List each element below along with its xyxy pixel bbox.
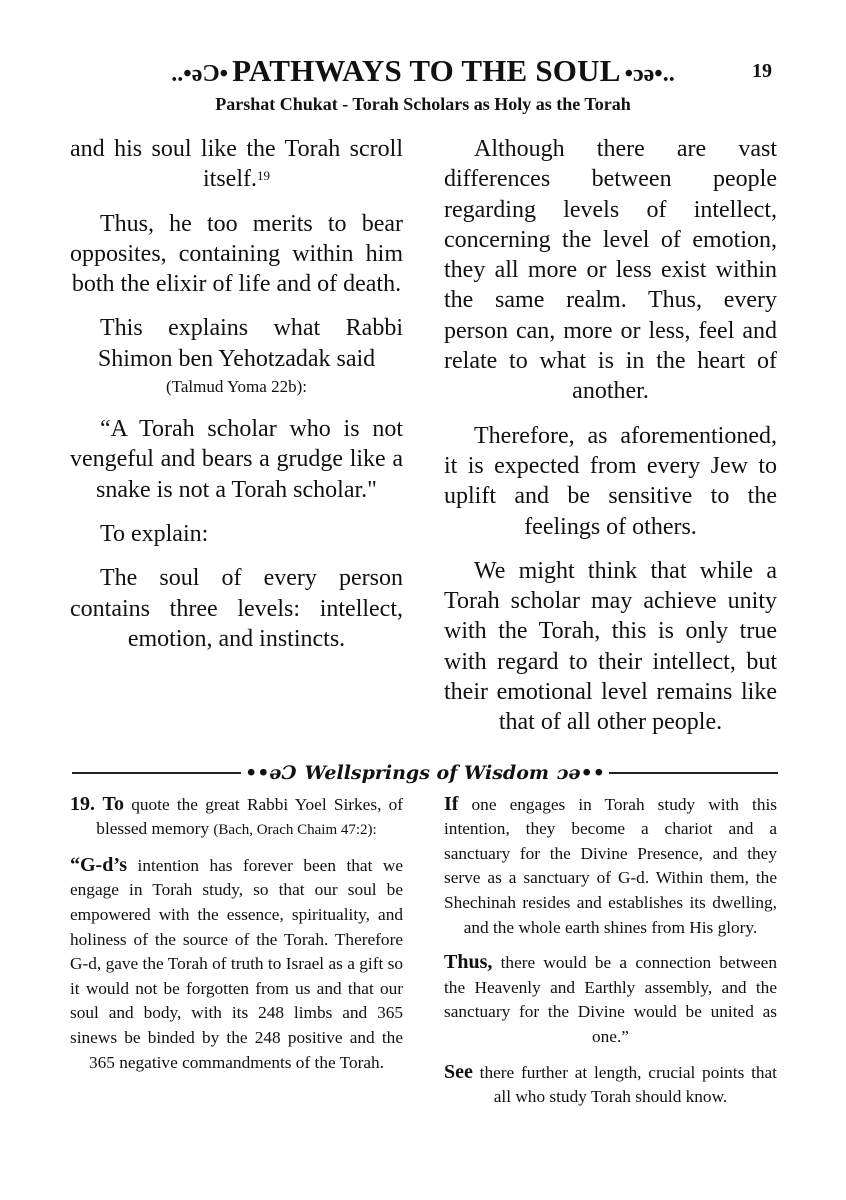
footnote [444, 792, 777, 941]
footnotes-right [444, 792, 777, 1120]
page-number: 19 [752, 60, 772, 82]
quote-paragraph: “A Torah scholar who is not vengeful and bears a grudge like a snake is not a Torah scholar." [70, 416, 403, 503]
footnote-text: quote the great Rabbi Yoel Sirkes, of blessed memory [96, 794, 403, 839]
paragraph: The soul of every person contains three levels: intellect, emotion, and instincts. [70, 565, 403, 652]
footnote-lead: 19. To [70, 792, 125, 815]
section-divider [72, 760, 778, 786]
footnote-text: one engages in Torah study with this intention, they become a chariot and a sanctuary for the Divine Presence, and they serve as a sanctuary of G-d. Within them, the Shechinah resides and establishes its dwelling, and the whole earth shines from His glory. [444, 794, 777, 937]
footnote-lead: Thus, [444, 951, 493, 974]
citation: (Talmud Yoma 22b): [166, 377, 307, 397]
main-columns [70, 134, 777, 752]
footnote-lead: See [444, 1060, 473, 1083]
footnote [444, 1060, 777, 1110]
running-header [0, 52, 846, 90]
footnote-lead: “G-d’s [70, 853, 128, 876]
right-column [444, 134, 777, 752]
paragraph: Therefore, as aforementioned, it is expected from every Jew to uplift and be sensitive to the feelings of others. [444, 422, 777, 540]
paragraph: To explain: [100, 520, 209, 547]
footnote-text: there would be a connection between the Heavenly and Earthly assembly, and the sanctuary for the Divine would be united as one.” [444, 953, 777, 1046]
footnote-text: there further at length, crucial points that all who study Torah should know. [472, 1062, 777, 1107]
ornament-right-icon: •ɔə•.. [624, 61, 675, 87]
ornament-left-icon: ..•əƆ• [171, 61, 229, 87]
paragraph-text: This explains what Rabbi Shimon ben Yehotzadak said [97, 315, 403, 372]
divider-line [72, 772, 241, 774]
divider-title: Wellsprings of Wisdom [304, 761, 549, 784]
footnote-lead: If [444, 792, 459, 815]
footnote-ref[interactable]: 19 [257, 168, 270, 184]
footnotes-left [70, 792, 403, 1120]
divider-line [609, 772, 778, 774]
footnote [444, 950, 777, 1049]
paragraph-text: and his soul like the Torah scroll itself. [70, 136, 403, 193]
paragraph: Thus, he too merits to bear opposites, containing within him both the elixir of life and of death. [70, 210, 403, 298]
citation: (Bach, Orach Chaim 47:2): [213, 822, 377, 839]
book-title: PATHWAYS TO THE SOUL [232, 53, 621, 88]
paragraph: Although there are vast differences between people regarding levels of intellect, concerning the level of emotion, they all more or less exist within the same realm. Thus, every person can, more or less, feel and relate to what is in the heart of another. [444, 136, 777, 405]
chapter-subtitle: Parshat Chukat - Torah Scholars as Holy as the Torah [215, 94, 631, 114]
footnotes [70, 792, 777, 1120]
footnote-text: intention has forever been that we engage in Torah study, so that our soul be empowered with the essence, spirituality, and holiness of the source of the Torah. Therefore G-d, gave the Torah of truth to Israel as a gift so it would not be forgotten from us and that our soul and body, with its 248 limbs and 365 sinews be binded by the 248 positive and the 365 negative commandments of the Torah. [70, 855, 403, 1072]
paragraph [70, 313, 403, 400]
ornament-right-icon: ɔə•• [556, 761, 605, 784]
left-column [70, 134, 403, 752]
paragraph [70, 134, 403, 195]
footnote [70, 792, 403, 843]
ornament-left-icon: ••əƆ [245, 761, 297, 784]
paragraph: We might think that while a Torah scholar may achieve unity with the Torah, this is only true with regard to their intellect, but their emotional level remains like that of all other people. [444, 557, 777, 736]
footnote [70, 853, 403, 1075]
